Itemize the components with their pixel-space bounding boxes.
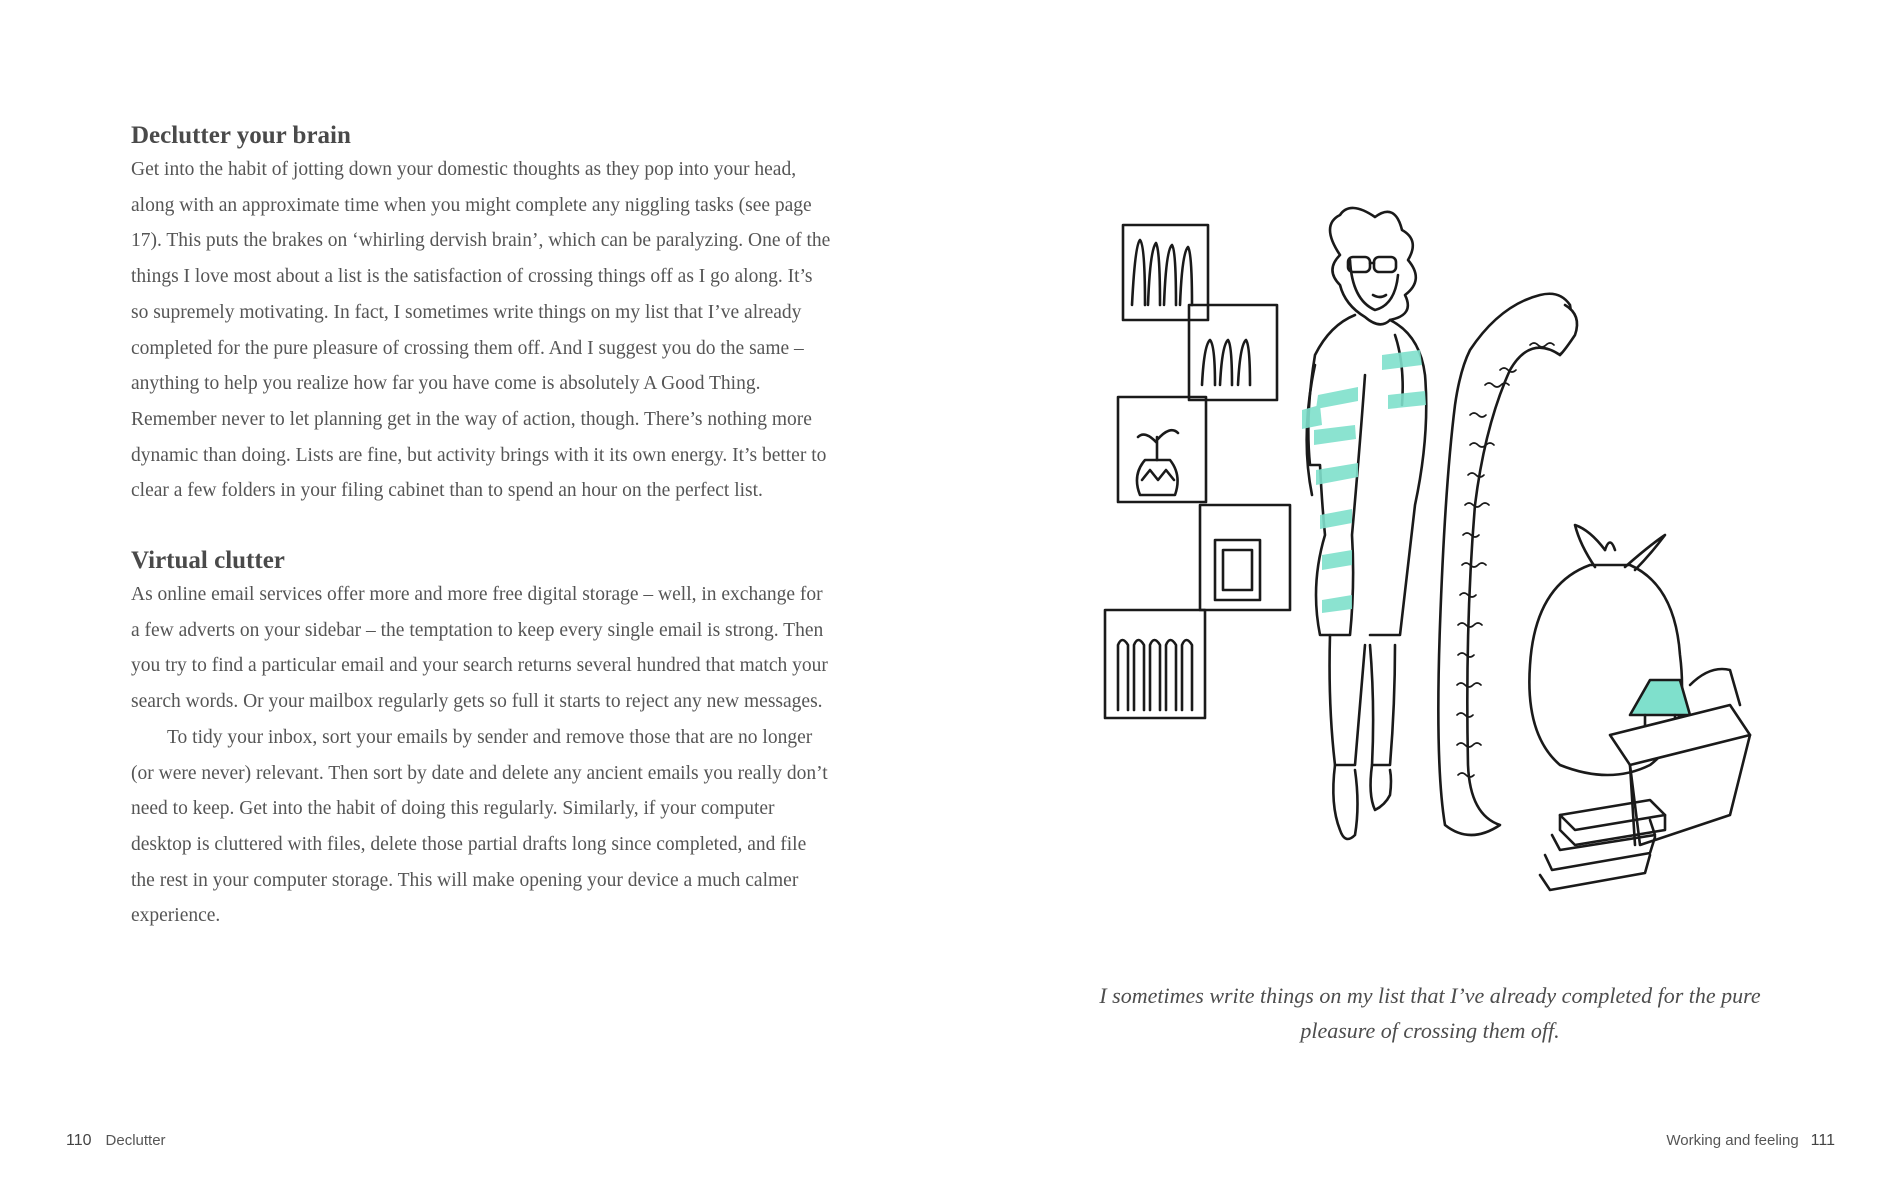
illustration-caption: I sometimes write things on my list that I’ve already completed for the pure pleasure of crossing them off. [1099, 983, 1761, 1043]
section-heading-declutter-brain: Declutter your brain [131, 122, 351, 149]
paragraph-virtual-clutter-2: To tidy your inbox, sort your emails by sender and remove those that are no longer (or were never) relevant. Then sort by date and delete any ancient emails you really don’t need to keep. Get into the habit of doing this regularly. Similarly, if your computer desktop is cluttered with files, delete those partial drafts long since completed, and file the rest in your computer storage. This will make opening your device a much calmer experience. [131, 726, 828, 927]
right-section-title: Working and feeling [1666, 1132, 1799, 1149]
section-heading-virtual-clutter: Virtual clutter [131, 547, 285, 575]
footer-left [66, 1132, 166, 1150]
shelf-unit-illustration [1105, 225, 1290, 718]
left-section-title: Declutter [105, 1132, 166, 1149]
woman-with-list-illustration [1090, 205, 1780, 915]
footer-right [1666, 1132, 1835, 1150]
left-page-content [131, 120, 831, 934]
right-page-number: 111 [1810, 1132, 1835, 1149]
paragraph-declutter-brain: Get into the habit of jotting down your domestic thoughts as they pop into your head, along with an approximate time when you might complete any niggling tasks (see page 17). This puts the brakes on ‘whirling dervish brain’, which can be paralyzing. One of the things I love most about a list is the satisfaction of crossing things off as I go along. It’s so supremely motivating. In fact, I sometimes write things on my list that I’ve already completed for the pure pleasure of crossing them off. And I suggest you do the same – anything to help you realize how far you have come is absolutely A Good Thing. Remember never to let planning get in the way of action, though. There’s nothing more dynamic than doing. Lists are fine, but activity brings with it its own energy. It’s better to clear a few folders in your filing cabinet than to spend an hour on the perfect list. [131, 159, 831, 502]
left-page-number: 110 [66, 1132, 92, 1149]
paragraph-virtual-clutter-1: As online email services offer more and more free digital storage – well, in exchange for a few adverts on your sidebar – the temptation to keep every single email is strong. Then you try to find a particular email and your search returns several hundred that match your search words. Or your mailbox regularly gets so full it starts to reject any new messages. [131, 584, 828, 713]
stack-of-books-illustration [1540, 800, 1665, 890]
